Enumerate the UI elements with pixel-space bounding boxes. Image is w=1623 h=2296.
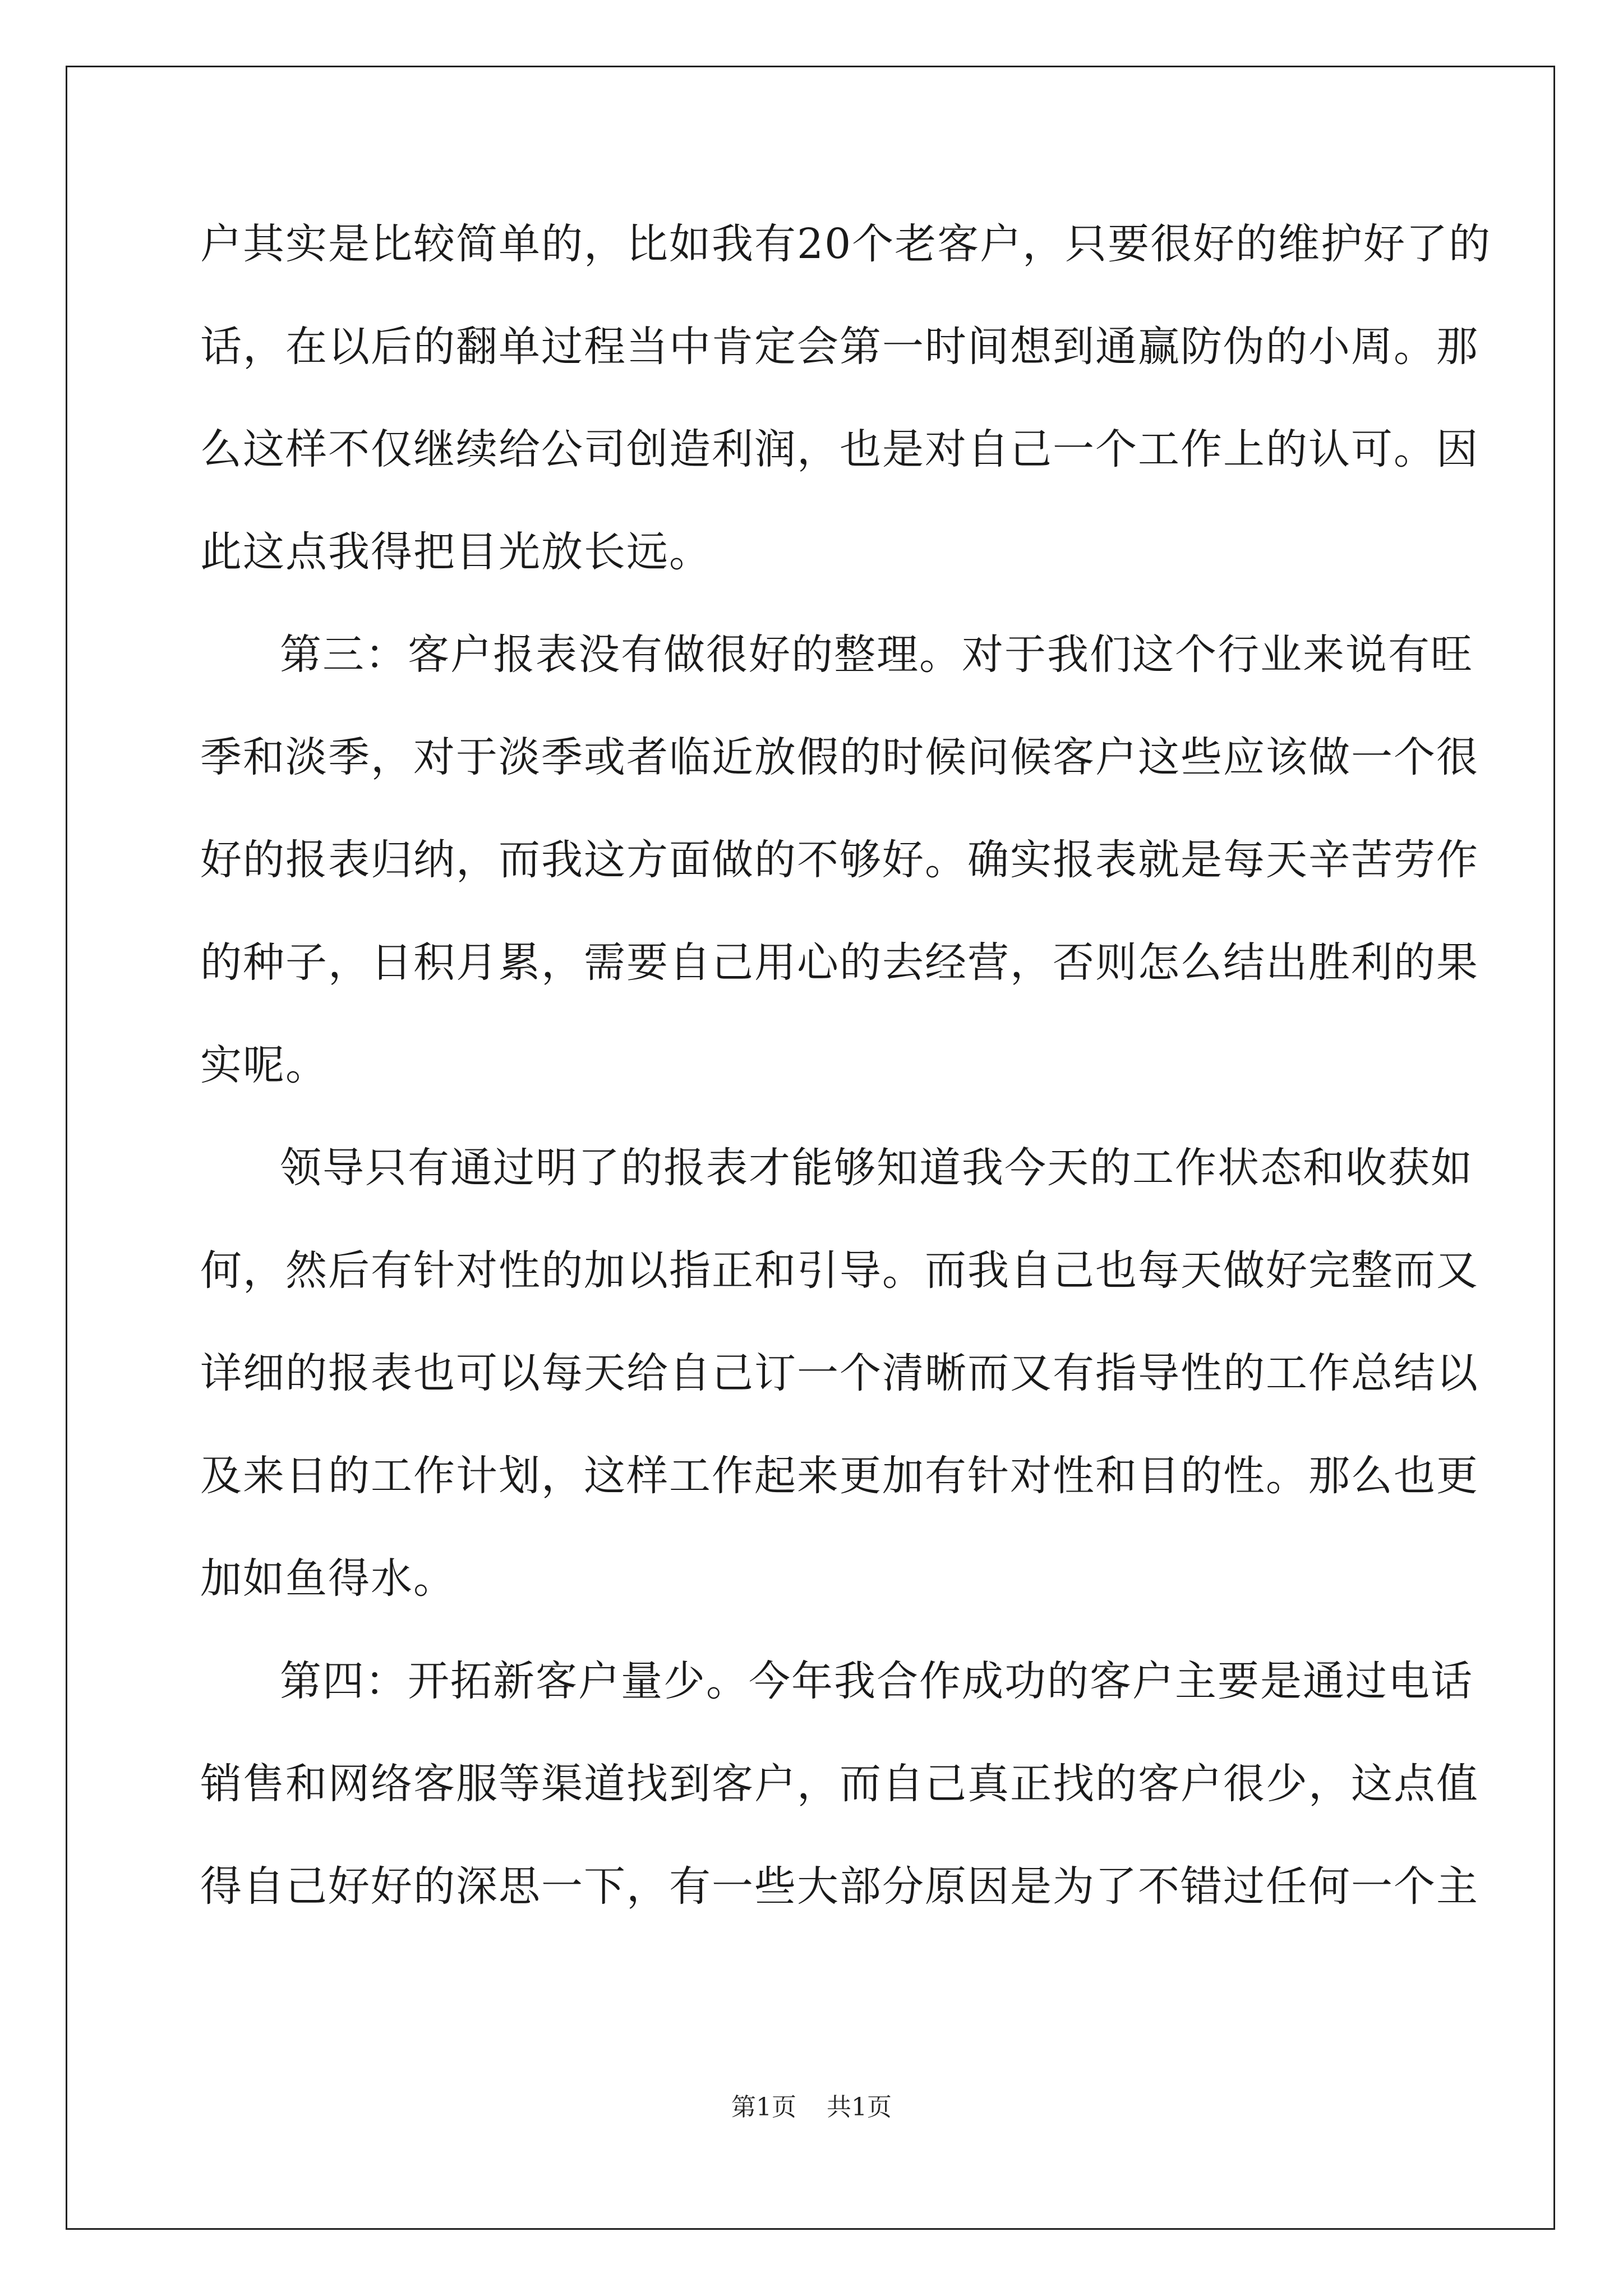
page-total: 共1页 bbox=[827, 2093, 892, 2122]
text-line: 销售和网络客服等渠道找到客户，而自己真正找的客户很少，这点值 bbox=[200, 1760, 1479, 1808]
paragraph-start-line: 第三：客户报表没有做很好的整理。对于我们这个行业来说有旺 bbox=[280, 631, 1473, 679]
text-line: 户其实是比较简单的，比如我有20个老客户，只要很好的维护好了的 bbox=[200, 220, 1492, 268]
text-line: 及来日的工作计划，这样工作起来更加有针对性和目的性。那么也更 bbox=[200, 1452, 1479, 1500]
text-line: 话，在以后的翻单过程当中肯定会第一时间想到通赢防伪的小周。那 bbox=[200, 323, 1479, 371]
text-line: 的种子，日积月累，需要自己用心的去经营，否则怎么结出胜利的果 bbox=[200, 938, 1479, 987]
paragraph-start-line: 领导只有通过明了的报表才能够知道我今天的工作状态和收获如 bbox=[280, 1144, 1473, 1192]
page-footer bbox=[0, 2087, 1623, 2123]
text-line: 实呢。 bbox=[200, 1041, 328, 1089]
text-line: 么这样不仅继续给公司创造利润，也是对自己一个工作上的认可。因 bbox=[200, 425, 1479, 473]
text-line: 好的报表归纳，而我这方面做的不够好。确实报表就是每天辛苦劳作 bbox=[200, 836, 1479, 884]
text-line: 详细的报表也可以每天给自己订一个清晰而又有指导性的工作总结以 bbox=[200, 1349, 1479, 1397]
paragraph-start-line: 第四：开拓新客户量少。今年我合作成功的客户主要是通过电话 bbox=[280, 1657, 1473, 1705]
page-number: 第1页 bbox=[731, 2093, 796, 2122]
document-body bbox=[200, 213, 1492, 1958]
text-line: 何，然后有针对性的加以指正和引导。而我自己也每天做好完整而又 bbox=[200, 1246, 1479, 1295]
text-line: 加如鱼得水。 bbox=[200, 1554, 456, 1603]
text-line: 此这点我得把目光放长远。 bbox=[200, 528, 712, 576]
text-line: 得自己好好的深思一下，有一些大部分原因是为了不错过任何一个主 bbox=[200, 1862, 1479, 1911]
text-line: 季和淡季，对于淡季或者临近放假的时候问候客户这些应该做一个很 bbox=[200, 733, 1479, 781]
